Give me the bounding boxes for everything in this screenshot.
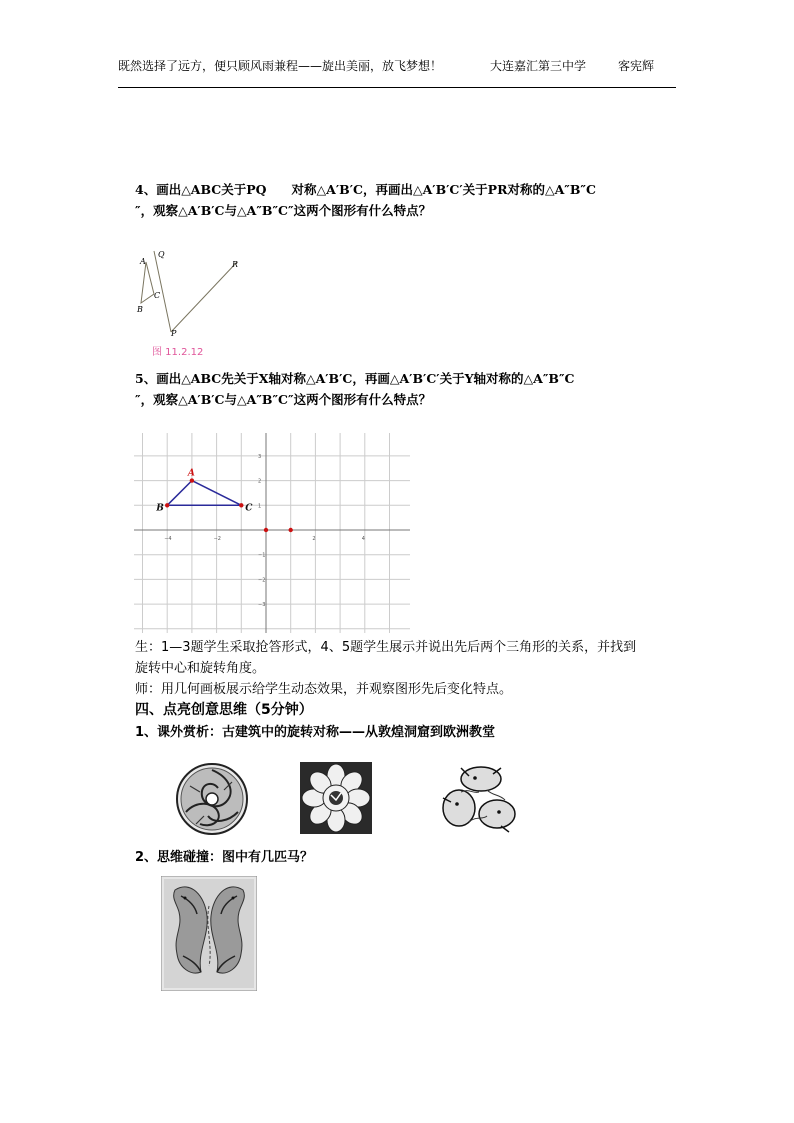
y-tick-label: −2	[258, 577, 266, 584]
marked-point	[264, 528, 268, 532]
label-Q: Q	[158, 250, 165, 259]
teacher-notes: 师：用几何画板展示给学生动态效果，并观察图形先后变化特点。	[135, 682, 513, 697]
question-4-line1: 4、画出△ABC关于PQ 对称△A′B′C，再画出△A′B′C′关于PR对称的△A″B″C	[135, 182, 596, 197]
point-B	[165, 503, 169, 507]
question-5-line2: ″，观察△A′B′C与△A″B″C″这两个图形有什么特点？	[135, 392, 432, 407]
y-tick-label: −3	[258, 602, 266, 609]
student-notes-line2: 旋转中心和旋转角度。	[135, 661, 266, 676]
label-R: R	[232, 260, 239, 269]
header-school: 大连嘉汇第三中学	[490, 59, 587, 73]
question-5	[135, 368, 680, 410]
y-tick-label: 1	[258, 503, 262, 510]
x-tick-label: 4	[361, 536, 365, 542]
label-C: C	[245, 503, 253, 514]
label-B: B	[156, 503, 164, 514]
x-tick-label: 2	[312, 536, 316, 542]
triangle-ABC	[167, 481, 241, 506]
coordinate-grid	[134, 433, 410, 633]
figure-caption: 图 11.2.12	[152, 347, 204, 358]
x-tick-label: −2	[213, 536, 221, 542]
x-tick-label: −4	[164, 536, 172, 542]
section-4-item2: 2、思维碰撞：图中有几匹马？	[135, 850, 314, 865]
point-C	[239, 503, 243, 507]
y-tick-label: 2	[258, 478, 262, 485]
student-notes-line1: 生：1—3题学生采取抢答形式，4、5题学生展示并说出先后两个三角形的关系，并找到	[135, 640, 637, 655]
triangle-ABC	[141, 262, 154, 303]
figure-11-2-12	[134, 248, 254, 363]
header-author: 客宪辉	[618, 59, 655, 73]
rotational-pattern-image-2	[300, 762, 372, 834]
section-4-item1: 1、课外赏析：古建筑中的旋转对称——从敦煌洞窟到欧洲教堂	[135, 725, 496, 740]
section-4-title: 四、点亮创意思维（5分钟）	[135, 702, 313, 718]
label-A: A	[187, 468, 195, 479]
student-notes	[135, 637, 680, 679]
header-slogan: 既然选择了远方，便只顾风雨兼程——旋出美丽，放飞梦想！	[118, 59, 443, 73]
label-C: C	[154, 291, 161, 300]
line-PR	[171, 262, 237, 332]
label-A: A	[140, 257, 146, 266]
label-B: B	[137, 305, 143, 314]
point-A	[190, 478, 194, 482]
question-5-line1: 5、画出△ABC先关于X轴对称△A′B′C，再画△A′B′C′关于Y轴对称的△A″B″C	[135, 371, 575, 386]
page-header	[118, 57, 676, 88]
question-4-line2: ″，观察△A′B′C与△A″B″C″这两个图形有什么特点？	[135, 203, 432, 218]
three-rabbits-image	[439, 762, 523, 836]
rotational-pattern-image-1	[174, 762, 250, 836]
marked-point	[289, 528, 293, 532]
y-tick-label: −1	[258, 552, 266, 559]
y-tick-label: 3	[258, 453, 262, 460]
label-P: P	[171, 329, 177, 338]
horses-image	[161, 876, 257, 991]
question-4	[135, 179, 680, 221]
